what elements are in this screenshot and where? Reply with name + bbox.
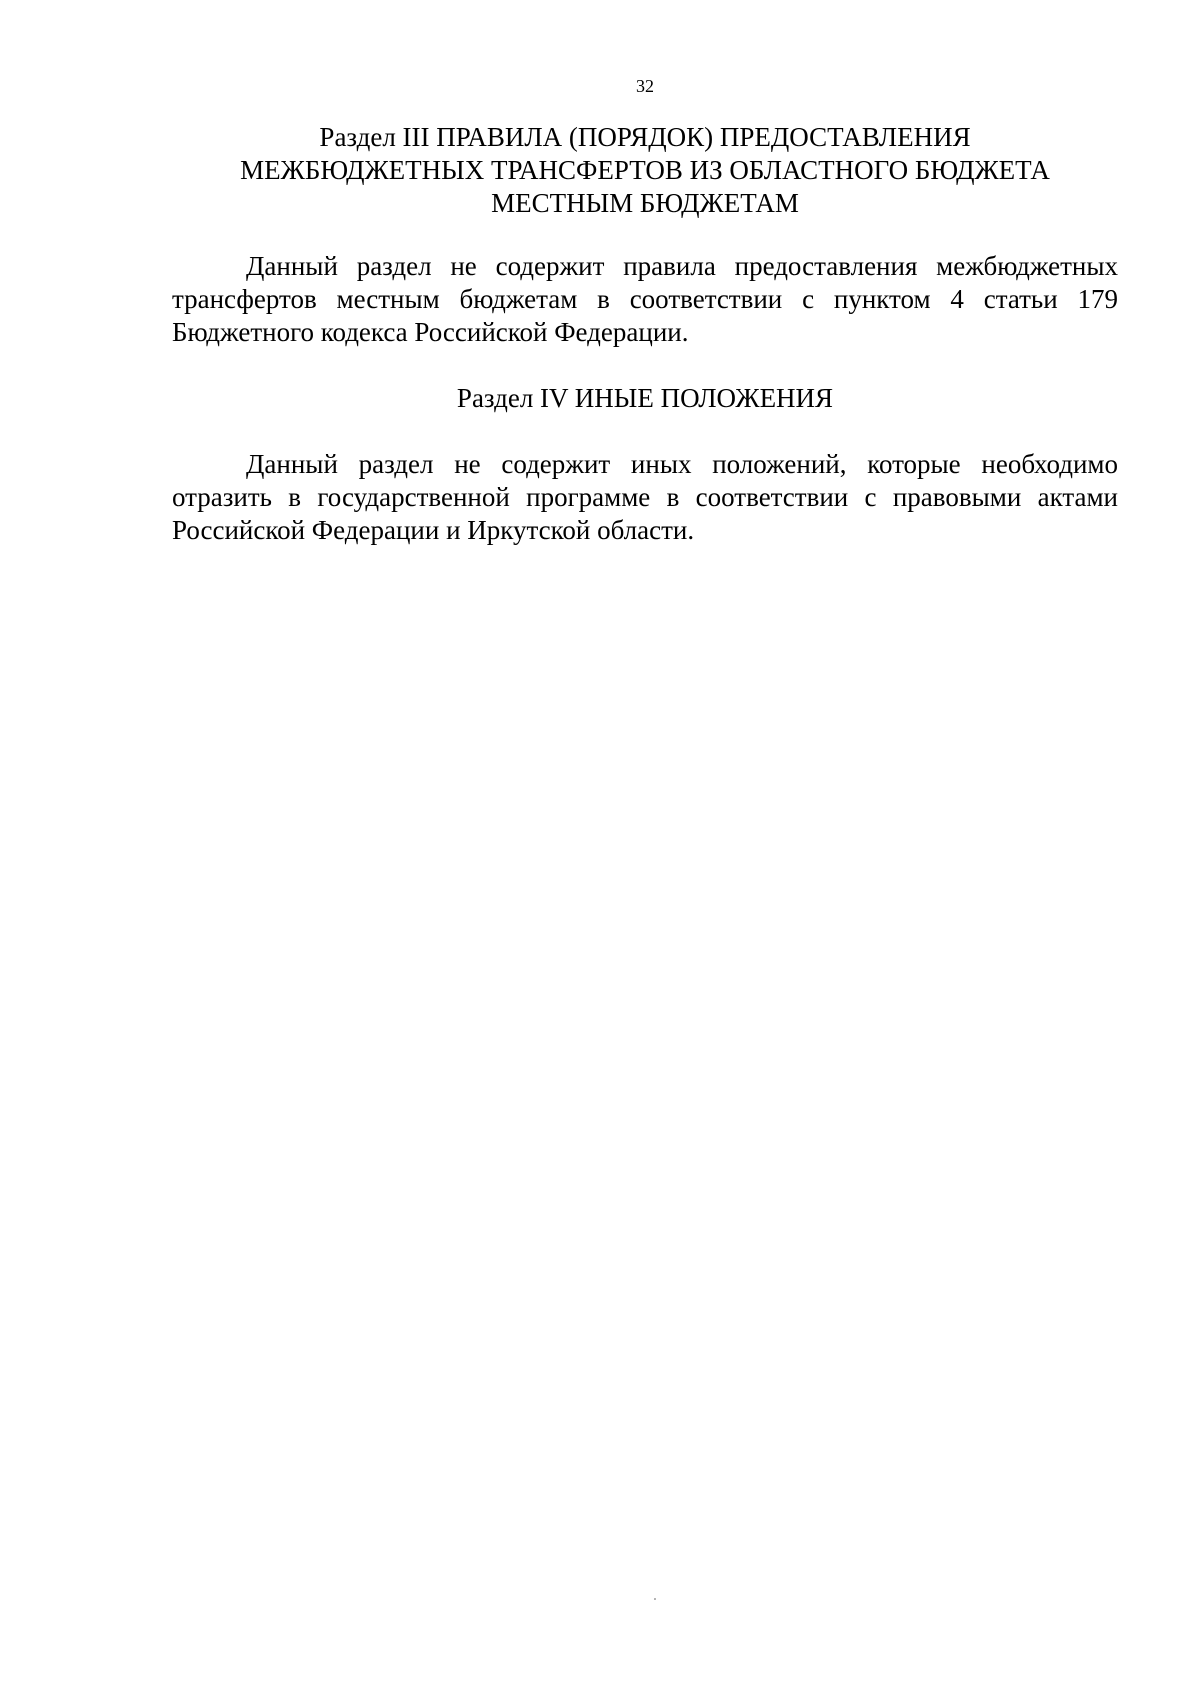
- section-heading-3: [172, 121, 1118, 220]
- section-heading-line: МЕЖБЮДЖЕТНЫХ ТРАНСФЕРТОВ ИЗ ОБЛАСТНОГО БЮДЖЕТА: [240, 155, 1050, 185]
- section-paragraph-3: [172, 250, 1118, 349]
- paragraph-line: трансфертов местным бюджетам в соответствии с пунктом 4 статьи 179: [172, 284, 1118, 314]
- section-heading-line: МЕСТНЫМ БЮДЖЕТАМ: [491, 188, 799, 218]
- paragraph-line: Данный раздел не содержит правила предоставления межбюджетных: [246, 251, 1118, 281]
- paragraph-line: отразить в государственной программе в соответствии с правовыми актами: [172, 482, 1118, 512]
- section-heading-line: Раздел IV ИНЫЕ ПОЛОЖЕНИЯ: [456, 383, 834, 413]
- paragraph-line: Данный раздел не содержит иных положений, которые необходимо: [246, 449, 1118, 479]
- paragraph-line: Бюджетного кодекса Российской Федерации.: [172, 317, 689, 347]
- section-heading-4: [172, 382, 1118, 415]
- scan-speck: [654, 1598, 657, 1601]
- section-heading-line: Раздел III ПРАВИЛА (ПОРЯДОК) ПРЕДОСТАВЛЕНИЯ: [319, 122, 971, 152]
- page-number: 32: [636, 76, 654, 96]
- section-paragraph-4: [172, 448, 1118, 547]
- paragraph-line: Российской Федерации и Иркутской области.: [172, 515, 695, 545]
